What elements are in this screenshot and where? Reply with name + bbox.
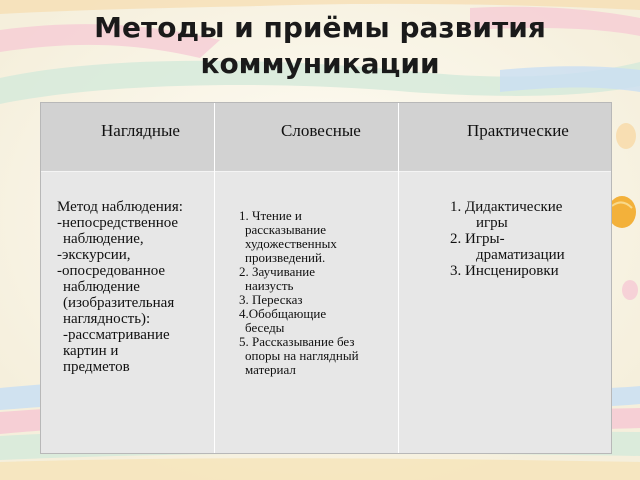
text-line: 1. Дидактические [450,199,563,215]
text-line: рассказывание [245,222,326,237]
text-line: 3. Пересказ [239,292,303,307]
visual-methods-cell [57,199,207,375]
text-line: наблюдение, [63,231,144,247]
text-line: наизусть [245,278,294,293]
text-line: 5. Рассказывание без [239,334,355,349]
text-line: 2. Игры- [450,231,505,247]
text-line: -непосредственное [57,215,179,231]
column-divider [214,103,215,453]
text-line: 1. Чтение и [239,208,302,223]
practical-methods-cell [450,199,600,279]
text-line: -экскурсии, [57,247,131,263]
text-line: беседы [245,320,285,335]
verbal-methods-cell [239,209,399,377]
text-line: игры [476,215,508,231]
text-line: драматизации [476,247,565,263]
text-line: наблюдение [63,279,140,295]
text-line: произведений. [245,250,326,265]
text-line: 3. Инсценировки [450,263,559,279]
text-line: -опосредованное [57,263,166,279]
methods-table [40,102,612,454]
text-line: 4.Обобщающие [239,306,327,321]
text-line: картин и [63,343,119,359]
text-line: 2. Заучивание [239,264,316,279]
text-line: наглядность): [63,311,151,327]
header-practical: Практические [467,121,569,140]
text-line: (изобразительная [63,295,175,311]
text-line: Метод наблюдения: [57,199,183,215]
text-line: -рассматривание [63,327,170,343]
text-line: художественных [245,236,337,251]
page-title: Методы и приёмы развития коммуникации [94,11,546,80]
header-verbal: Словесные [281,121,361,140]
text-line: предметов [63,359,130,375]
row-divider [41,171,611,172]
header-visual: Наглядные [101,121,180,140]
text-line: опоры на наглядный [245,348,359,363]
text-line: материал [245,362,296,377]
